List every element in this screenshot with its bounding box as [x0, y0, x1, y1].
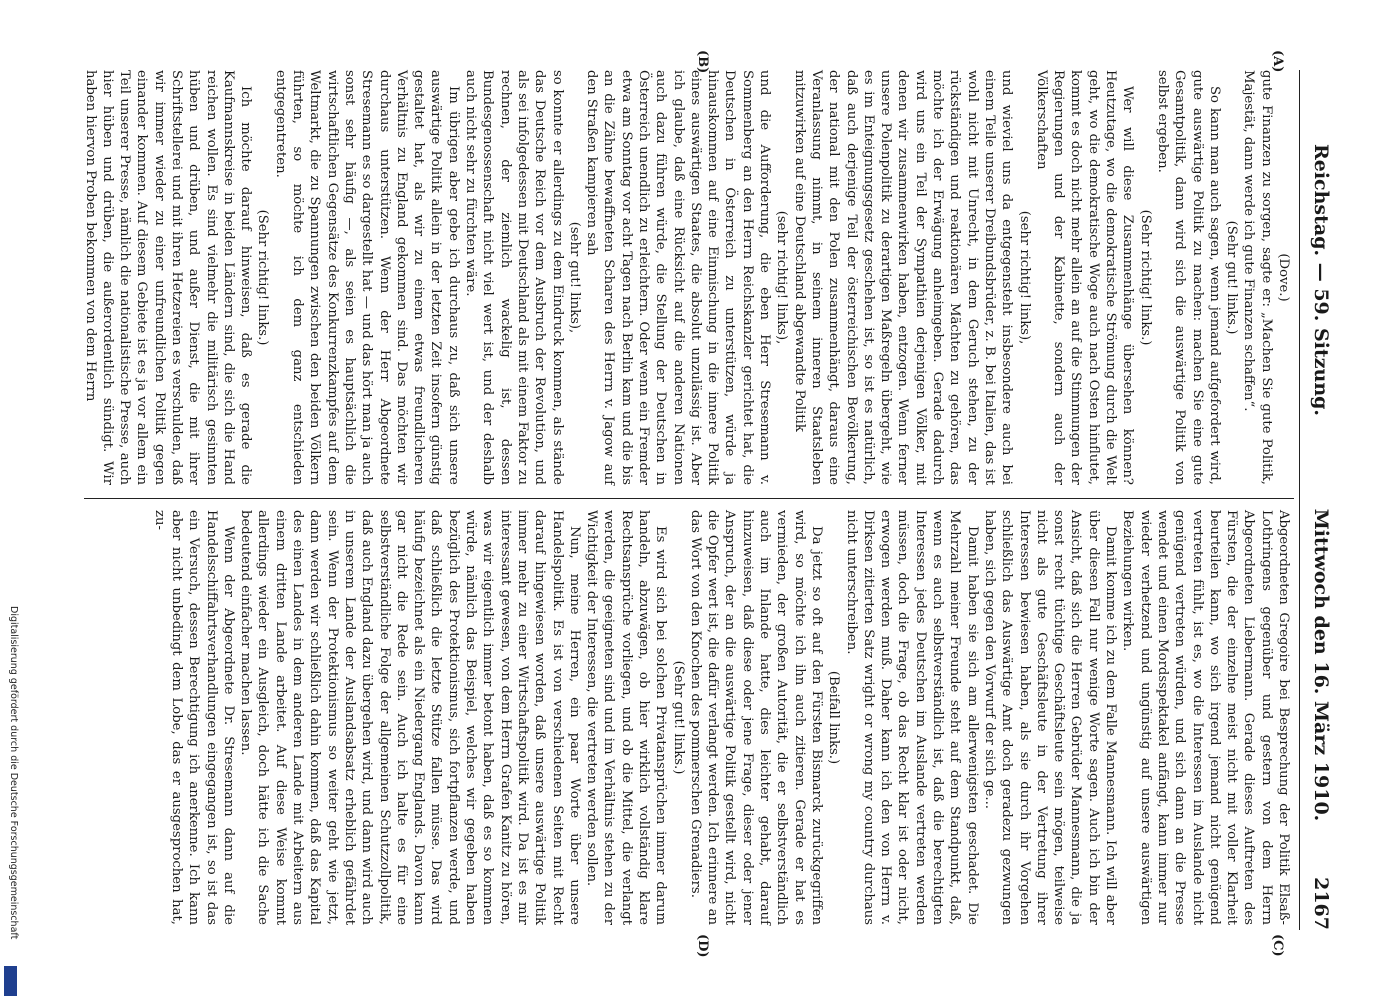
margin-mark-b: (B) [695, 50, 710, 74]
paragraph: Abgeordneten Gregoire bei Besprechung der Politik Elsaß-Lothringens gegenüber und gestern von dem Herrn Abgeordneten Liebermann. Gerade dieses Auftreten des Fürsten, die der einzelne meist nicht mit voller Klarheit beurteilen kann, wo sich irgend jemand nicht genügend vertreten fühlt, ist es, wo die Interessen im Auslande nicht genügend vertreten würden, und sich dann an die Presse wendet und einen Mordsspektakel anfängt, kann immer nur wieder verhetzend und ungünstig auf unsere auswärtigen Beziehungen wirken. [1120, 510, 1291, 925]
paragraph: So kann man auch sagen, wenn jemand aufgefordert wird, gute auswärtige Politik zu machen: machen Sie eine gute Gesamtpolitik, dann wird sich die auswärtige Politik von selbst ergeben. [1154, 70, 1222, 485]
margin-mark-a: (A) [1270, 50, 1285, 73]
dfg-logo-icon [4, 966, 17, 996]
rotated-newspaper-page [70, 50, 1340, 958]
header-left: Reichstag. — 59. Sitzung. [1310, 143, 1332, 417]
paragraph: Wer will diese Zusammenhänge übersehen können? Heutzutage, wo die demokratische Strömung durch die Welt geht, wo die demokratische Woge auch nach Osten hinflutet, kommt es doch nicht mehr allein an auf die Stimmungen der Regierungen und der Kabinette, sondern auch der Völkerschaften [1033, 70, 1136, 485]
page-header [1299, 70, 1340, 930]
page-number: 2167 [1310, 877, 1332, 930]
digitization-credit [3, 606, 19, 998]
paragraph: Damit komme ich zu dem Falle Mannesmann. Ich will aber über diesen Fall nur wenige Worte sagen. Auch ich bin der Ansicht, daß sich die Herren Gebrüder Mannesmann, die ja sonst recht tüchtige Geschäftsleute sein mögen, teilweise nicht als gute Geschäftsleute in der Vertretung ihrer Interessen bewiesen haben, als sie durch ihr Vorgehen schließlich das Auswärtige Amt doch geradezu gezwungen haben, sich gegen den Vorwurf der sich ge... [981, 510, 1119, 925]
credit-text: Digitalisierung gefördert durch die Deutsche Forschungsgemeinschaft [8, 606, 19, 940]
interjection: (Sehr gut! links.) [670, 660, 686, 775]
margin-mark-c: (C) [1270, 934, 1285, 957]
interjection: (sehr gut! links), [566, 221, 582, 334]
speaker-name: (Dove.) [1276, 253, 1291, 302]
paragraph: Nun, meine Herren, ein paar Worte über unsere Handelspolitik. Es ist von verschiedenen Seiten mit Recht darauf hingewiesen worden, daß unsere auswärtige Politik immer mehr zu einer Wirtschaftspolitik wird. Da ist es mir interessant gewesen, von dem Herrn Grafen Kanitz zu hören, was wir eigentlich immer betont haben, daß es so kommen würde, nämlich das Beispiel, welches wir gegeben haben bezüglich des Protektionismus, sich fortpflanzen werde, und daß schließlich die letzte Stütze fallen müsse. Das wird häufig bezeichnet als ein Niedergang Englands. Davon kann gar nicht die Rede sein. Auch ich halte es für eine selbstverständliche Folge der allgemeinen Schutzzollpolitik, daß auch England dazu übergehen wird, und dann wird auch in unserem Lande der Auslandsabsatz erheblich gefährdet sein. Wenn der Protektionismus so weiter geht wie jetzt, dann werden wir schließlich dahin kommen, daß das Kapital des einen Landes in dem anderen Lande mit Arbeitern aus einem dritten Lande arbeitet. Auf diese Weise kommt allerdings wieder ein Ausgleich, doch hätte ich die Sache bedeutend einfacher machen lassen. [238, 510, 582, 925]
paragraph: Es wird sich bei solchen Privatansprüchen immer darum handeln, abzuwägen, ob hier wirklich vollständig klare Rechtsansprüche vorliegen, und ob die Mittel, die verlangt werden, die geeigneten sind und im Verhältnis stehen zu der Wichtigkeit der Interessen, die vertreten werden sollen. [584, 510, 669, 925]
paragraph: und wieviel uns da entgegensteht insbesondere auch bei einem Teile unserer Dreibundsbrüder, z. B. bei Italien, das ist wohl nicht mit Unrecht, in dem Geruch stehen, zu der rückständigen und reaktionären Mächten zu gehören, das möchte ich der Erwägung anheimgeben. Gerade dadurch wird uns ein Teil der Sympathien derjenigen Völker, mit denen wir zusammenwirken haben, entzogen. Wenn ferner unsere Polenpolitik zu derartigen Maßregeln übergeht, wie es im Enteignungsgesetz geschehen ist, so ist es natürlich, daß auch derjenige Teil der österreichischen Bevölkerung, der national mit den Polen zusammenhängt, daraus eine Veranlassung nimmt, in seinem inneren Staatsleben mitzuwirken auf eine Deutschland abgewandte Politik [791, 70, 1015, 485]
interjection: (Sehr richtig! links.) [1137, 209, 1153, 346]
margin-mark-d: (D) [695, 934, 710, 958]
paragraph: so konnte er allerdings zu dem Eindruck kommen, als stände das Deutsche Reich vor dem Ausbruch der Revolution, und als sei infolgedessen mit Deutschland als mit einem Faktor zu rechnen, der ziemlich wackelig ist, dessen Bundesgenossenschaft nicht viel wert ist, und der deshalb auch nicht sehr zu fürchten wäre. [463, 70, 565, 485]
interjection: (Beifall links.) [826, 670, 842, 765]
interjection: (Sehr gut! links.) [1224, 220, 1240, 335]
interjection: (Sehr richtig! links.) [255, 209, 271, 346]
left-column [82, 70, 1292, 485]
column-divider [84, 498, 1294, 499]
paragraph: Wenn der Abgeordnete Dr. Stresemann dann auf die Handelsschiffahrtsverhandlungen eingegangen ist, so ist das ein Versuch, dessen Berechtigung ich anerkenne. Ich kann aber nicht unbedingt dem Lobe, das er ausgesprochen hat, zu- [151, 510, 236, 925]
paragraph: Da jetzt so oft auf den Fürsten Bismarck zurückgegriffen wird, so möchte ich ihn auch zitieren. Gerade er hat es vermieden, der großen Autorität, die er selbstverständlich auch im Inlande hatte, dies leichter gehabt, darauf hinzuweisen, daß diese oder jene Frage, dieser oder jener Anspruch, der an die auswärtige Politik gestellt wird, nicht die Opfer wert ist, die dafür verlangt werden. Ich erinnere an das Wort von den Knochen des pommerschen Grenadiers. [687, 510, 824, 925]
header-date: Mittwoch den 16. März 1910. [1310, 508, 1332, 822]
paragraph: gute Finanzen zu sorgen, sagte er: „Machen Sie gute Politik, Majestät, dann werde ich gute Finanzen schaffen“. [1241, 70, 1274, 485]
paragraph: und die Aufforderung, die eben Herr Stresemann v. Sommenberg an den Herrn Reichskanzler gerichtet hat, die Deutschen in Österreich zu unterstützen, würde ja hinauskommen auf eine Einmischung in die innere Politik eines auswärtigen Staates, die absolut unzulässig ist. Aber ich glaube, daß eine Rücksicht auf die anderen Nationen auch dazu führen würde, die Stellung der Deutschen in Österreich unendlich zu erleichtern. Oder wenn ein Fremder etwa am Sonntag vor acht Tagen nach Berlin kam und die bis an die Zähne bewaffneten Scharen des Herrn v. Jagow auf den Straßen kampieren sah [584, 70, 773, 485]
interjection: (sehr richtig! links), [1016, 210, 1032, 345]
paragraph: Damit haben sie sich am allerwenigsten geschadet. Die Mehrzahl meiner Freunde steht auf dem Standpunkt, daß, wenn es auch selbstverständlich ist, daß die berechtigten Interessen jedes Deutschen im Auslande vertreten werden müssen, doch die Frage, ob das Recht klar ist oder nicht, erwogen werden muß. Daher kann ich den von Herrn v. Dirksen zitierten Satz wright or wrong my country durchaus nicht unterschreiben. [843, 510, 980, 925]
paragraph: Im übrigen aber gebe ich durchaus zu, daß sich unsere auswärtige Politik allein in der letzten Zeit insofern günstig gestaltet hat, als wir zu einem etwas freundlicheren Verhältnis zu England gekommen sind. Das möchten wir durchaus unterstützen. Wenn der Herr Abgeordnete Stresemann es so dargestellt hat — und das hört man ja auch sonst sehr häufig —, als seien es hauptsächlich die wirtschaftlichen Gegensätze des Konkurrenzkampfes auf dem Weltmarkt, die zu Spannungen zwischen den beiden Völkern führten, so möchte ich dem ganz entschieden entgegentreten. [272, 70, 461, 485]
right-column [92, 510, 1292, 925]
paragraph: Ich möchte darauf hinweisen, daß es gerade die Kaufmannskreise in beiden Ländern sind, die sich die Hand reichen wollen. Es sind vielmehr die militärisch gesinnten hüben und drüben, und außer Dienst, die mit ihrer Schriftstellerei und mit ihren Hetzereien es verschulden, daß wir immer wieder zu einer unfreundlichen Politik gegen einander kommen. Auf diesem Gebiete ist es ja vor allem ein Teil unserer Presse, nämlich die nationalistische Presse, auch hier hüben und drüben, die außerordentlich sündigt. Wir haben hiervon Proben bekommen von dem Herrn [82, 70, 254, 485]
interjection: (sehr richtig! links), [774, 210, 790, 345]
